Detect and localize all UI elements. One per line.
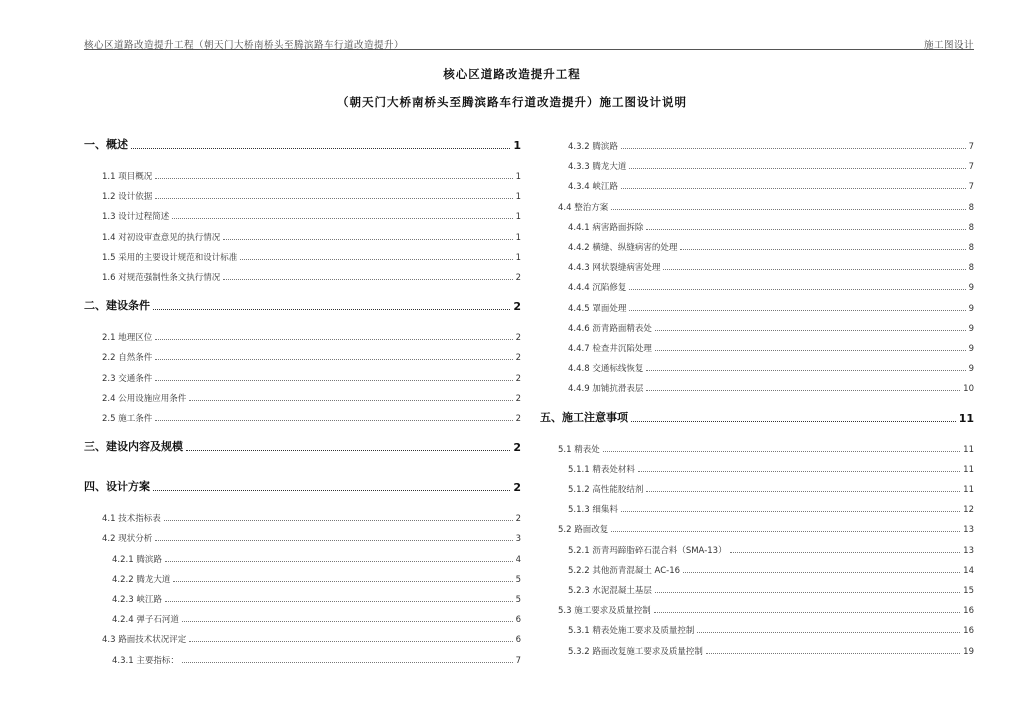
toc-entry-label: 三、建设内容及规模 [84, 440, 183, 454]
toc-entry-page: 9 [968, 323, 974, 334]
toc-leader-dots [240, 259, 512, 260]
toc-entry-page: 3 [515, 534, 521, 545]
toc-entry-page: 13 [963, 525, 974, 536]
toc-entry [540, 277, 974, 293]
toc-entry-label: 1.5 采用的主要设计规范和设计标准 [102, 252, 238, 263]
toc-entry-label: 4.1 技术指标表 [102, 514, 161, 525]
toc-entry-page: 5 [515, 574, 521, 585]
toc-entry-page: 16 [963, 626, 974, 637]
toc-entry-label: 4.2.1 腾滨路 [112, 554, 162, 565]
toc-entry-page: 11 [963, 444, 974, 455]
toc-entry-label: 4.4.2 横缝、纵缝病害的处理 [568, 243, 678, 253]
toc-entry-page: 2 [515, 273, 521, 283]
toc-leader-dots [155, 178, 512, 179]
toc-entry-label: 一、概述 [84, 138, 128, 151]
toc-entry-page: 2 [513, 441, 521, 455]
toc-entry-label: 5.3.2 路面改复施工要求及质量控制 [568, 646, 703, 657]
toc-entry-label: 4.4 整治方案 [558, 202, 609, 213]
toc-entry-label: 5.2.2 其他沥青混凝土 AC-16 [568, 565, 681, 576]
toc-entry [540, 479, 974, 495]
toc-entry [84, 186, 521, 202]
toc-entry [84, 438, 521, 454]
toc-entry-label: 5.2.1 沥青玛蹄脂碎石混合料（SMA-13） [568, 545, 727, 556]
toc-leader-dots [638, 471, 960, 472]
toc-entry-page: 8 [968, 222, 974, 233]
toc-leader-dots [629, 310, 965, 311]
toc-entry-page: 2 [515, 373, 521, 384]
toc-entry [84, 629, 521, 645]
toc-entry [84, 609, 521, 625]
toc-entry-page: 16 [963, 606, 974, 617]
toc-entry-page: 10 [963, 384, 974, 395]
toc-entry-page: 8 [968, 202, 974, 213]
toc-leader-dots [603, 451, 960, 452]
toc-entry-page: 1 [513, 139, 521, 152]
toc-entry-label: 五、施工注意事项 [540, 410, 628, 424]
toc-entry [84, 327, 521, 343]
toc-entry-label: 4.4.3 网状裂缝病害处理 [568, 263, 661, 274]
toc-entry-page: 6 [515, 615, 521, 626]
toc-entry [540, 176, 974, 192]
toc-entry-page: 2 [515, 393, 521, 404]
toc-entry-label: 2.1 地理区位 [102, 333, 153, 344]
toc-entry-label: 4.4.5 罩面处理 [568, 303, 627, 314]
toc-entry-page: 8 [968, 263, 974, 274]
header-stage: 施工图设计 [923, 40, 974, 51]
toc-entry-page: 9 [968, 283, 974, 294]
toc-entry [540, 600, 974, 616]
toc-entry [540, 156, 974, 172]
toc-leader-dots [155, 420, 512, 421]
toc-leader-dots [631, 421, 956, 422]
toc-entry-label: 4.3.4 峡江路 [568, 182, 618, 193]
toc-entry-page: 7 [968, 142, 974, 152]
toc-entry-label: 4.3.3 腾龙大道 [568, 162, 627, 173]
toc-entry-label: 2.3 交通条件 [102, 373, 153, 384]
toc-leader-dots [186, 450, 510, 451]
toc-entry-page: 9 [968, 364, 974, 375]
toc-entry [540, 358, 974, 374]
toc-entry-page: 9 [968, 303, 974, 314]
toc-entry-label: 2.2 自然条件 [102, 353, 153, 364]
toc-leader-dots [182, 621, 513, 622]
toc-entry [84, 136, 521, 152]
toc-leader-dots [629, 289, 965, 290]
toc-entry-page: 5 [515, 595, 521, 605]
toc-entry-page: 11 [963, 485, 974, 495]
header-project-name: 核心区道路改造提升工程（朝天门大桥南桥头至腾滨路车行道改造提升） [84, 40, 405, 51]
toc-leader-dots [155, 540, 512, 541]
toc-entry [540, 318, 974, 334]
toc-entry-page: 11 [958, 411, 974, 425]
toc-leader-dots [155, 339, 512, 340]
toc-entry [84, 166, 521, 182]
toc-entry-page: 7 [968, 182, 974, 193]
toc-leader-dots [155, 198, 512, 199]
toc-entry [84, 267, 521, 283]
toc-entry [540, 459, 974, 475]
toc-entry [84, 650, 521, 666]
toc-entry [540, 217, 974, 233]
toc-entry-label: 4.4.8 交通标线恢复 [568, 364, 644, 375]
toc-leader-dots [621, 148, 966, 149]
toc-entry-label: 5.2 路面改复 [558, 525, 609, 536]
toc-entry [84, 589, 521, 605]
toc-entry [540, 540, 974, 556]
toc-leader-dots [223, 239, 512, 240]
toc-entry [540, 499, 974, 515]
toc-leader-dots [173, 581, 512, 582]
toc-leader-dots [131, 148, 510, 149]
toc-entry [540, 338, 974, 354]
header-divider [84, 49, 974, 50]
toc-leader-dots [646, 491, 960, 492]
toc-entry [84, 549, 521, 565]
toc-leader-dots [189, 641, 512, 642]
toc-entry [540, 378, 974, 394]
toc-leader-dots [646, 390, 960, 391]
toc-entry-page: 15 [963, 586, 974, 596]
toc-entry [84, 528, 521, 544]
toc-entry-label: 4.4.4 沉陷修复 [568, 283, 627, 294]
toc-entry-page: 1 [515, 172, 521, 182]
toc-leader-dots [730, 552, 961, 553]
toc-entry [540, 237, 974, 253]
toc-entry [540, 641, 974, 657]
toc-leader-dots [680, 249, 965, 250]
toc-entry-label: 1.4 对初设审查意见的执行情况 [102, 232, 221, 243]
toc-entry-label: 四、设计方案 [84, 480, 150, 494]
toc-entry-label: 5.2.3 水泥混凝土基层 [568, 586, 652, 596]
toc-entry-label: 4.4.7 检查井沉陷处理 [568, 344, 652, 354]
toc-entry [84, 569, 521, 585]
toc-leader-dots [611, 531, 960, 532]
toc-entry [540, 580, 974, 596]
toc-entry [540, 409, 974, 425]
toc-entry [84, 478, 521, 494]
toc-entry [540, 439, 974, 455]
toc-leader-dots [646, 229, 965, 230]
toc-entry-page: 11 [963, 464, 974, 475]
toc-leader-dots [654, 612, 960, 613]
toc-entry [84, 247, 521, 263]
toc-entry-page: 13 [963, 545, 974, 556]
toc-entry [540, 298, 974, 314]
toc-entry-page: 7 [515, 655, 521, 666]
toc-entry-page: 2 [515, 514, 521, 525]
toc-entry-page: 2 [513, 481, 521, 495]
toc-leader-dots [655, 592, 960, 593]
toc-leader-dots [172, 218, 512, 219]
toc-entry-page: 2 [513, 300, 521, 314]
toc-entry-label: 5.3 施工要求及质量控制 [558, 606, 651, 617]
toc-entry-label: 5.3.1 精表处施工要求及质量控制 [568, 626, 695, 637]
toc-entry [84, 206, 521, 222]
toc-leader-dots [655, 330, 966, 331]
toc-leader-dots [621, 511, 960, 512]
toc-entry-page: 8 [968, 243, 974, 253]
toc-entry-label: 4.2.2 腾龙大道 [112, 574, 171, 585]
toc-leader-dots [646, 370, 965, 371]
toc-entry-label: 1.6 对规范强制性条文执行情况 [102, 273, 221, 283]
toc-entry-page: 19 [963, 646, 974, 657]
toc-leader-dots [165, 561, 513, 562]
toc-entry-label: 4.3.1 主要指标： [112, 655, 179, 666]
toc-leader-dots [683, 572, 960, 573]
toc-leader-dots [655, 350, 966, 351]
toc-leader-dots [153, 309, 510, 310]
toc-entry-label: 1.3 设计过程简述 [102, 212, 170, 223]
toc-entry-page: 6 [515, 635, 521, 646]
document-title: 核心区道路改造提升工程 [443, 67, 581, 81]
toc-entry [540, 620, 974, 636]
toc-entry-label: 1.2 设计依据 [102, 192, 153, 203]
toc-entry-label: 4.4.1 病害路面拆除 [568, 222, 644, 233]
toc-entry-label: 2.5 施工条件 [102, 414, 153, 424]
toc-leader-dots [164, 520, 513, 521]
toc-leader-dots [155, 359, 512, 360]
toc-entry-label: 二、建设条件 [84, 299, 150, 313]
toc-entry [84, 368, 521, 384]
toc-entry-label: 5.1 精表处 [558, 444, 600, 455]
toc-entry [540, 257, 974, 273]
toc-entry-label: 4.3 路面技术状况评定 [102, 635, 187, 646]
toc-entry-label: 1.1 项目概况 [102, 172, 153, 182]
toc-leader-dots [706, 653, 960, 654]
toc-entry-page: 1 [515, 212, 521, 223]
toc-entry [540, 197, 974, 213]
toc-entry [540, 519, 974, 535]
toc-entry-page: 7 [968, 162, 974, 173]
toc-leader-dots [663, 269, 965, 270]
toc-leader-dots [629, 168, 965, 169]
toc-entry-page: 1 [515, 232, 521, 243]
toc-entry-page: 2 [515, 353, 521, 364]
toc-leader-dots [155, 380, 512, 381]
toc-entry [84, 297, 521, 313]
toc-entry-page: 12 [963, 505, 974, 516]
toc-leader-dots [621, 188, 966, 189]
toc-leader-dots [223, 279, 512, 280]
toc-entry-page: 9 [968, 344, 974, 354]
toc-entry-label: 4.4.9 加铺抗滑表层 [568, 384, 644, 395]
toc-entry-label: 4.4.6 沥青路面精表处 [568, 323, 652, 334]
toc-entry-label: 5.1.1 精表处材料 [568, 464, 635, 475]
document-subtitle: （朝天门大桥南桥头至腾滨路车行道改造提升）施工图设计说明 [337, 95, 687, 109]
toc-entry-page: 1 [515, 252, 521, 263]
toc-entry-page: 14 [963, 565, 974, 576]
toc-entry-page: 1 [515, 192, 521, 203]
toc-entry-label: 5.1.2 高性能胶结剂 [568, 485, 644, 495]
toc-entry-label: 4.2.3 峡江路 [112, 595, 162, 605]
toc-entry [84, 508, 521, 524]
toc-entry-label: 2.4 公用设施应用条件 [102, 393, 187, 404]
toc-entry-label: 4.2.4 弹子石河道 [112, 615, 179, 626]
toc-entry [84, 388, 521, 404]
toc-entry-label: 4.2 现状分析 [102, 534, 153, 545]
page-header [84, 34, 974, 50]
toc-entry-page: 2 [515, 333, 521, 344]
toc-entry-page: 4 [515, 554, 521, 565]
toc-leader-dots [165, 601, 513, 602]
toc-leader-dots [189, 400, 512, 401]
toc-leader-dots [182, 662, 513, 663]
toc-leader-dots [153, 490, 510, 491]
toc-entry [84, 227, 521, 243]
toc-entry-label: 5.1.3 细集料 [568, 505, 618, 516]
toc-entry [84, 408, 521, 424]
toc-entry [84, 347, 521, 363]
toc-leader-dots [697, 632, 960, 633]
toc-entry [540, 136, 974, 152]
toc-entry-label: 4.3.2 腾滨路 [568, 142, 618, 152]
toc-entry-page: 2 [515, 414, 521, 424]
toc-leader-dots [611, 209, 965, 210]
toc-entry [540, 560, 974, 576]
